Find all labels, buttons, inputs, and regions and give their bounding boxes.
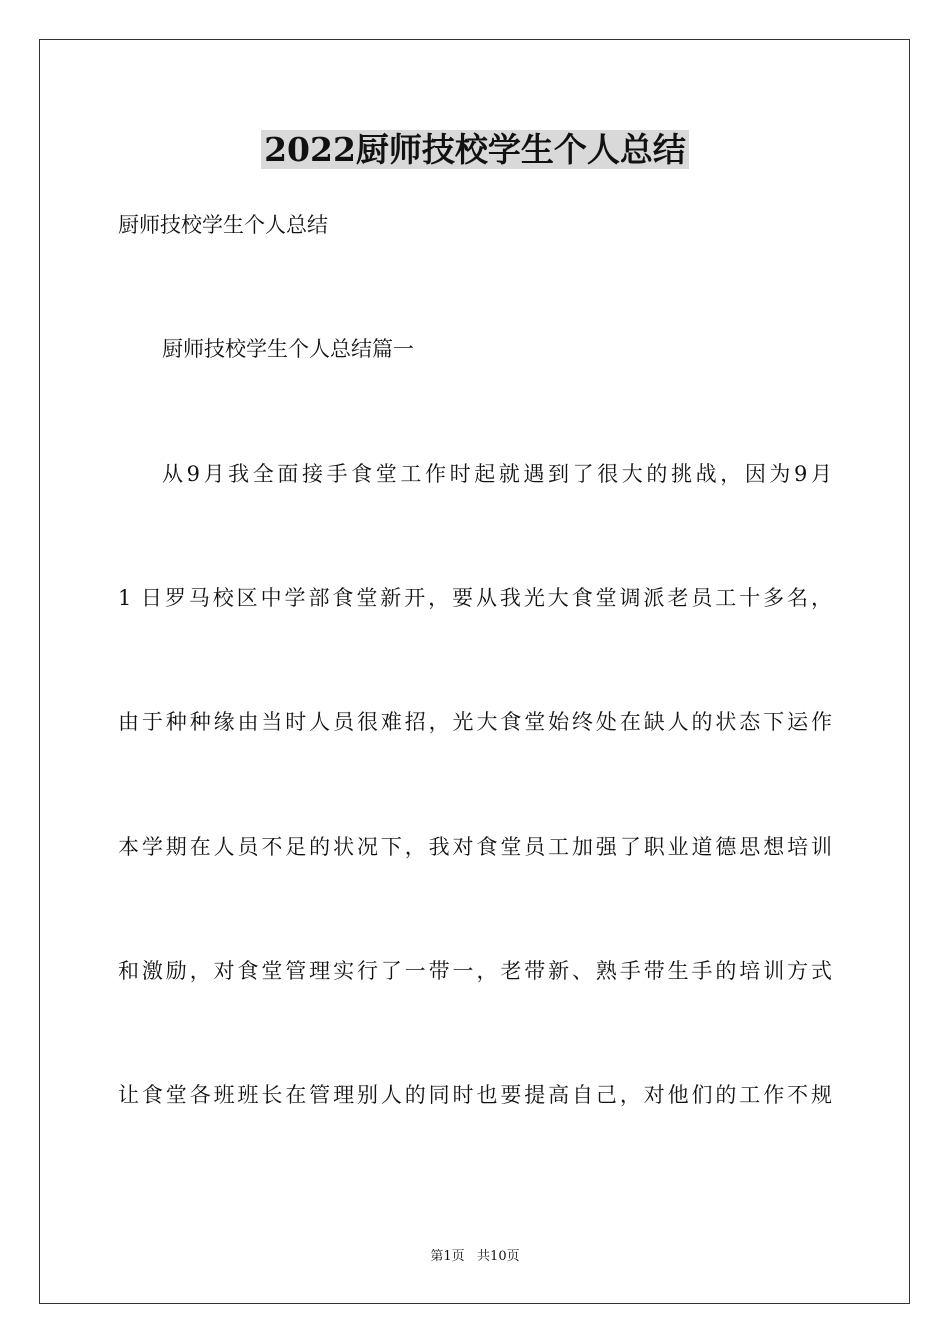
document-subtitle: 厨师技校学生个人总结 [118, 213, 328, 237]
paragraph-line-6: 让食堂各班班长在管理别人的同时也要提高自己，对他们的工作不规 [118, 1083, 832, 1107]
document-title [0, 127, 950, 173]
paragraph-line-3: 由于种种缘由当时人员很难招，光大食堂始终处在缺人的状态下运作 [118, 710, 832, 734]
page-footer: 第1页 共10页 [430, 1249, 520, 1264]
section-heading: 厨师技校学生个人总结篇一 [162, 337, 414, 361]
paragraph-line-4: 本学期在人员不足的状况下，我对食堂员工加强了职业道德思想培训 [118, 835, 832, 859]
paragraph-line-1: 从9月我全面接手食堂工作时起就遇到了很大的挑战，因为9月 [162, 462, 832, 486]
document-title-text: 2022厨师技校学生个人总结 [261, 130, 689, 169]
paragraph-line-2: 1 日罗马校区中学部食堂新开，要从我光大食堂调派老员工十多名， [118, 586, 832, 610]
paragraph-line-5: 和激励，对食堂管理实行了一带一，老带新、熟手带生手的培训方式 [118, 959, 832, 983]
